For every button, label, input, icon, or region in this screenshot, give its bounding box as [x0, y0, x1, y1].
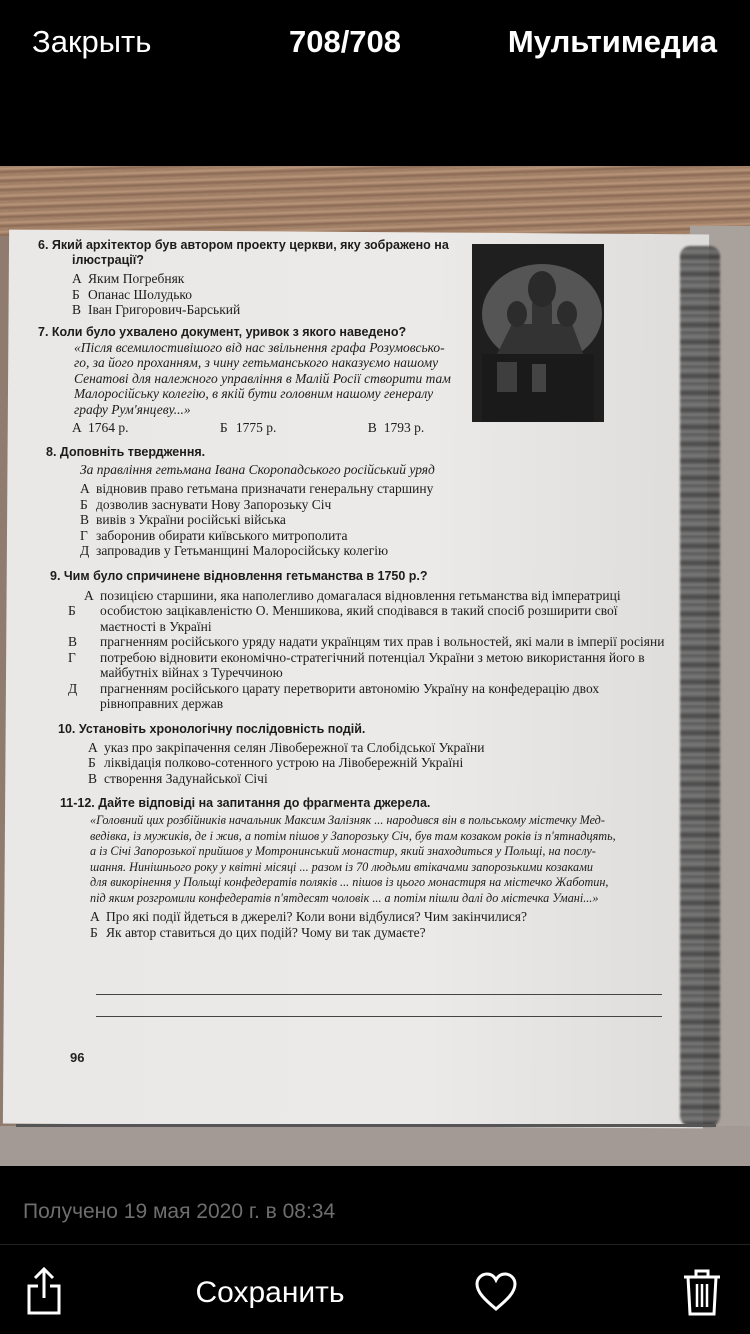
option: Д прагненням російського царату перетворити автономію Україну на конфедерацію двох рівноправних держав: [68, 680, 600, 711]
question-7-quote: «Після всемилостивішого від нас звільнення графа Розумовсько- го, за його проханням, з чину гетьманського наказуємо нашому Сенатові для належного управління в Малій Росії створити там Малоросійську колегію, в якій бути головним нашому генералу графу Рум'янцеву...»: [74, 339, 451, 417]
book-spine-shadow: [680, 246, 720, 1126]
sheet-edge: [16, 1124, 716, 1127]
media-button[interactable]: Мультимедиа: [507, 24, 717, 59]
option: Б Як автор ставиться до цих подій? Чому ви так думаєте?: [90, 924, 426, 940]
option: Б особистою зацікавленістю О. Меншикова, який сподівався в такий спосіб розширити свої маєтності в Україні: [68, 603, 618, 634]
option: В створення Задунайської Січі: [88, 770, 268, 786]
option: А указ про закріпачення селян Лівобережної та Слобідської України: [88, 739, 485, 755]
option: А Яким Погребняк: [72, 271, 185, 286]
question-8-quote: За правління гетьмана Івана Скоропадського російський уряд: [80, 461, 435, 477]
question-8-title: 8. Доповніть твердження.: [46, 444, 206, 459]
answer-line: [96, 994, 662, 995]
option: Г потребою відновити економічно-стратегічний потенціал України з метою використання його в майбутніх війнах з Туреччиною: [68, 649, 645, 680]
received-timestamp: Получено 19 мая 2020 г. в 08:34: [23, 1200, 336, 1223]
option: Б дозволив заснувати Нову Запорозьку Січ: [80, 496, 332, 512]
trash-icon: [682, 1268, 722, 1316]
divider: [0, 1244, 750, 1245]
option: Г заборонив обирати київського митрополита: [80, 527, 348, 543]
question-11-title: 11-12. Дайте відповіді на запитання до фрагмента джерела.: [60, 796, 431, 810]
top-bar: [0, 0, 750, 166]
favorite-button[interactable]: [474, 1270, 518, 1314]
option: Д запровадив у Гетьманщині Малоросійську колегію: [80, 543, 389, 558]
question-6-title-cont: ілюстрації?: [72, 253, 144, 267]
question-11-quote: «Головний цих розбійників начальник Максим Залізняк ... народився він в польському містечку Мед- ведівка, із мужиків, де і жив, а потім пішов у Запорозьку Січ, був там козаком років із п'ятнадцять, а із Січі Запорозької прийшов у Мотронинський монастир, який знаходиться у Польщі, на послу- шання. Нинішнього року у квітні місяці ... разом із 70 людьми втікачами запорозькими козаками для викорінення у Польщі конфедератів поляків ... пішов із цього монастиря на містечко Жаботин, під яким розгромили конфедератів п'ятдесят чоловік ... а потім пішли далі до містечка Умані...»: [90, 813, 616, 905]
question-7-options: А 1764 р. Б 1775 р. В 1793 р.: [72, 420, 425, 435]
option: Б ліквідація полково-сотенного устрою на Лівобережній Україні: [88, 755, 464, 770]
option: В вивів з України російські війська: [80, 512, 286, 527]
close-button[interactable]: Закрыть: [32, 24, 152, 59]
table-surface-bottom: [0, 1126, 750, 1166]
document-text: [38, 238, 678, 940]
option: Б Опанас Шолудько: [72, 286, 193, 302]
page-number: 96: [70, 1050, 85, 1065]
option: В Іван Григорович-Барський: [72, 302, 241, 317]
heart-icon: [474, 1270, 518, 1314]
photo-view[interactable]: [0, 166, 750, 1166]
option: В прагненням російського уряду надати українцям тих прав і вольностей, які мали в імперії росіяни: [68, 634, 665, 649]
question-7-title: 7. Коли було ухвалено документ, уривок з якого наведено?: [38, 324, 407, 339]
save-button[interactable]: Сохранить: [0, 1276, 540, 1310]
question-10-title: 10. Установіть хронологічну послідовність подій.: [58, 721, 366, 736]
delete-button[interactable]: [682, 1268, 722, 1316]
option: А відновив право гетьмана призначати генеральну старшину: [80, 481, 434, 496]
wood-background: [0, 166, 750, 236]
question-6-title: 6. Який архітектор був автором проекту церкви, яку зображено на: [38, 238, 449, 252]
answer-line: [96, 1016, 662, 1017]
option: А позицією старшини, яка наполегливо домагалася відновлення гетьманства від імператриці: [84, 587, 621, 603]
option: А Про які події йдеться в джерелі? Коли вони відбулися? Чим закінчилися?: [90, 909, 527, 924]
question-9-title: 9. Чим було спричинене відновлення гетьманства в 1750 р.?: [50, 568, 428, 583]
image-counter: 708/708: [288, 24, 402, 59]
